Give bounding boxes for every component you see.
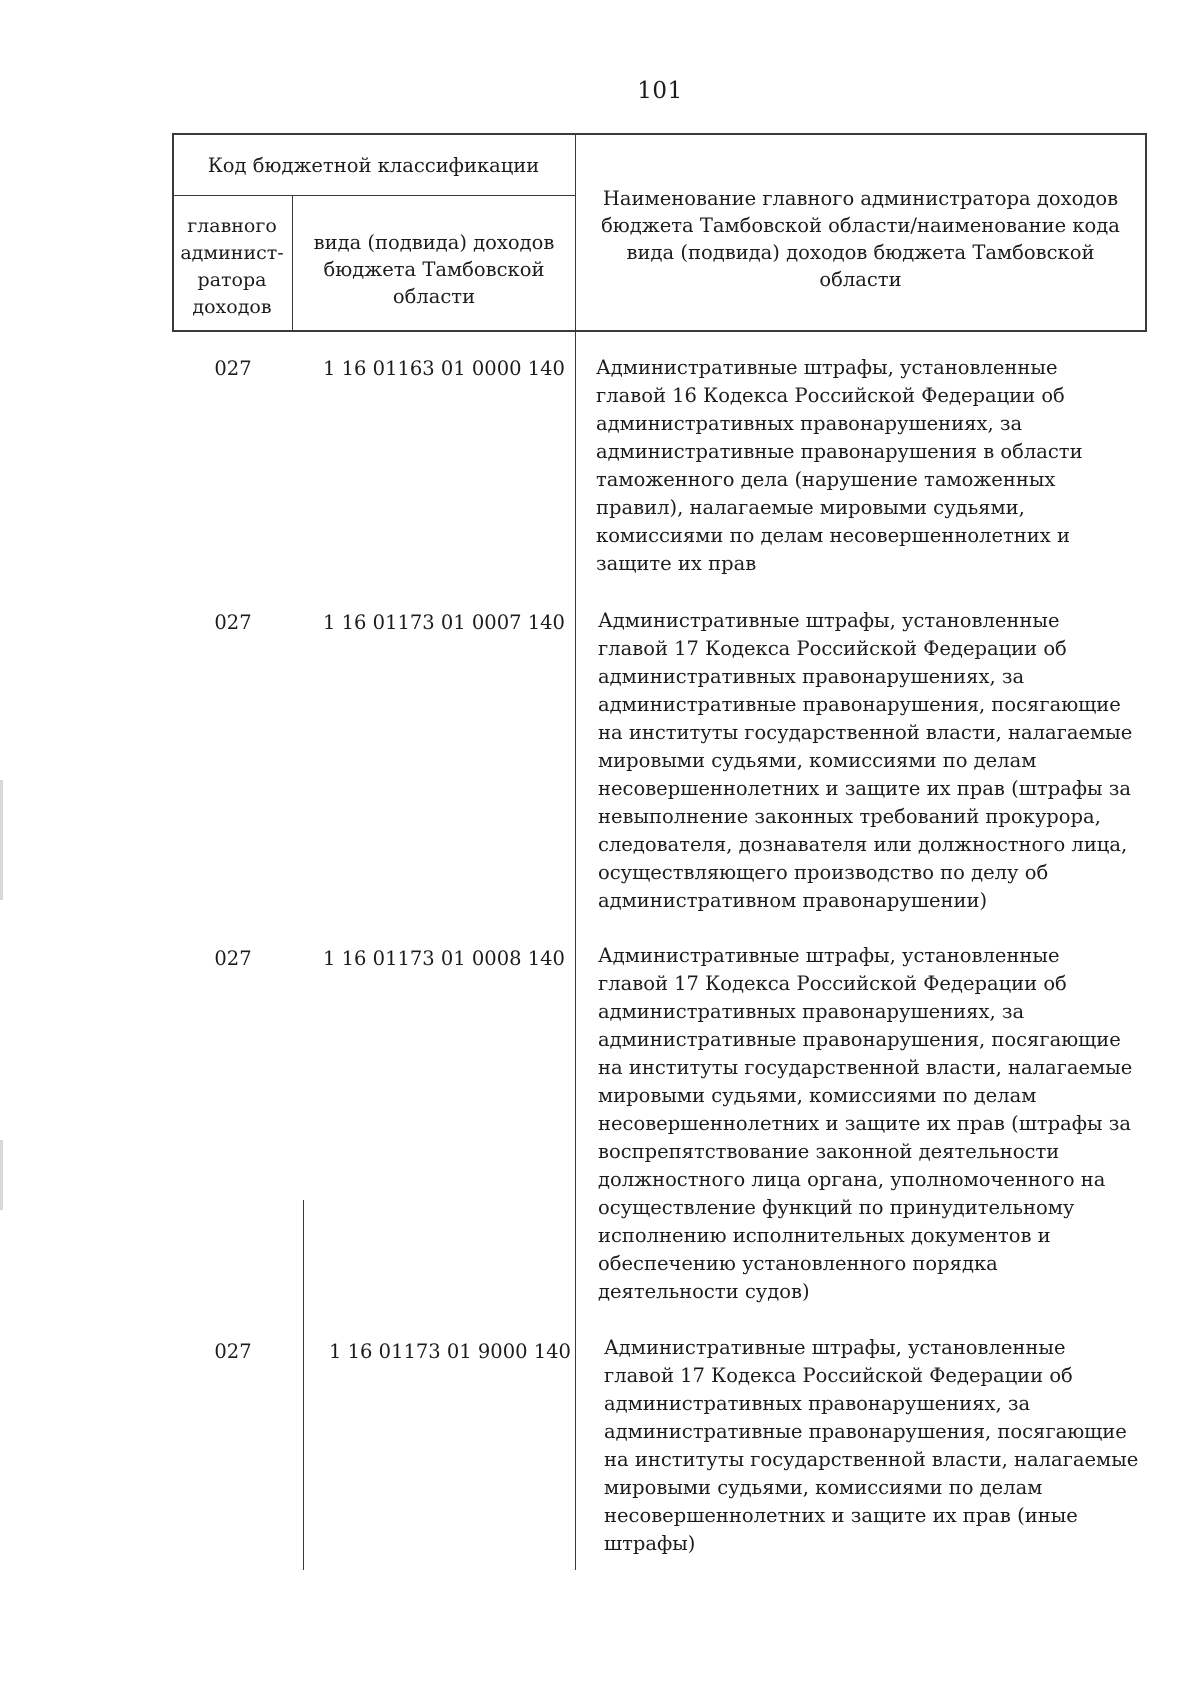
row-description-line: исполнению исполнительных документов и (598, 1224, 1051, 1247)
scan-edge-mark (0, 780, 3, 900)
header-col-admin-line: доходов (192, 296, 272, 318)
right-border (1145, 133, 1147, 332)
row-description (598, 607, 1138, 915)
row-description-line: административные правонарушения, посягающие (598, 1028, 1121, 1051)
row-admin-code: 027 (214, 1340, 252, 1363)
row-description-line: административных правонарушениях, за (604, 1392, 1031, 1415)
row-description-line: невыполнение законных требований прокурора, (598, 805, 1101, 828)
row-admin-code: 027 (214, 947, 252, 970)
row-description-line: главой 17 Кодекса Российской Федерации об (598, 637, 1067, 660)
row-description-line: несовершеннолетних и защите их прав (штрафы за (598, 1112, 1131, 1135)
row-description-line: Административные штрафы, установленные (598, 944, 1060, 967)
header-col-admin-line: админист- (180, 242, 284, 264)
row-description-line: главой 16 Кодекса Российской Федерации об (596, 384, 1065, 407)
row-description-line: мировыми судьями, комиссиями по делам (604, 1476, 1043, 1499)
header-col-name-line: бюджета Тамбовской области/наименование кода (601, 214, 1120, 237)
row-description (596, 354, 1136, 578)
row-description-line: Административные штрафы, установленные (604, 1336, 1066, 1359)
row-description-line: таможенного дела (нарушение таможенных (596, 468, 1056, 491)
row-admin-code: 027 (214, 611, 252, 634)
row-description-line: комиссиями по делам несовершеннолетних и (596, 524, 1070, 547)
row-description (598, 942, 1138, 1306)
row-description-line: главой 17 Кодекса Российской Федерации об (604, 1364, 1073, 1387)
row-description-line: защите их прав (596, 552, 757, 575)
row-description-line: административные правонарушения, посягающие (604, 1420, 1127, 1443)
table-top-border (172, 133, 1146, 135)
header-group-title: Код бюджетной классификации (207, 154, 540, 177)
header-col-code-line: бюджета Тамбовской (323, 258, 545, 281)
header-col-code-line: области (392, 285, 476, 308)
header-col-name-line: области (819, 268, 902, 291)
row-description-line: административные правонарушения, посягающие (598, 693, 1121, 716)
header-col-admin-line: ратора (197, 269, 267, 291)
row-description-line: административные правонарушения в области (596, 440, 1083, 463)
row-income-code: 1 16 01173 01 0008 140 (323, 947, 565, 970)
row-description-line: должностного лица органа, уполномоченного на (598, 1168, 1106, 1191)
admin-column-divider-body (303, 1200, 304, 1570)
header-col-admin-line: главного (187, 215, 277, 237)
row-description-line: несовершеннолетних и защите их прав (штрафы за (598, 777, 1131, 800)
header-bottom-border (172, 330, 1146, 332)
scan-edge-mark (0, 1140, 3, 1210)
page-number: 101 (637, 78, 683, 104)
row-admin-code: 027 (214, 357, 252, 380)
row-description-line: главой 17 Кодекса Российской Федерации об (598, 972, 1067, 995)
row-description-line: следователя, дознавателя или должностного лица, (598, 833, 1128, 856)
row-description-line: штрафы) (604, 1532, 696, 1555)
row-description-line: несовершеннолетних и защите их прав (иные (604, 1504, 1078, 1527)
row-description-line: административных правонарушениях, за (598, 665, 1025, 688)
row-description-line: Административные штрафы, установленные (596, 356, 1058, 379)
header-col-name-line: Наименование главного администратора доходов (602, 187, 1119, 210)
row-description-line: правил), налагаемые мировыми судьями, (596, 496, 1025, 519)
row-description-line: административном правонарушении) (598, 889, 988, 912)
row-description-line: обеспечению установленного порядка (598, 1252, 998, 1275)
header-col-code-line: вида (подвида) доходов (313, 231, 555, 254)
row-description-line: на институты государственной власти, налагаемые (598, 721, 1133, 744)
header-col-name (576, 185, 1145, 293)
row-description-line: административных правонарушениях, за (598, 1000, 1025, 1023)
group-header-divider (172, 195, 575, 196)
row-description-line: Административные штрафы, установленные (598, 609, 1060, 632)
header-col-admin (172, 213, 292, 321)
row-description-line: воспрепятствование законной деятельности (598, 1140, 1060, 1163)
row-description-line: осуществление функций по принудительному (598, 1196, 1075, 1219)
row-income-code: 1 16 01173 01 0007 140 (323, 611, 565, 634)
row-description-line: на институты государственной власти, налагаемые (598, 1056, 1133, 1079)
row-income-code: 1 16 01163 01 0000 140 (323, 357, 565, 380)
row-description-line: на институты государственной власти, налагаемые (604, 1448, 1139, 1471)
header-col-code (293, 229, 575, 310)
row-description (604, 1334, 1144, 1558)
row-description-line: мировыми судьями, комиссиями по делам (598, 749, 1037, 772)
row-income-code: 1 16 01173 01 9000 140 (329, 1340, 571, 1363)
row-description-line: административных правонарушениях, за (596, 412, 1023, 435)
header-col-name-line: вида (подвида) доходов бюджета Тамбовской (626, 241, 1095, 264)
row-description-line: мировыми судьями, комиссиями по делам (598, 1084, 1037, 1107)
row-description-line: деятельности судов) (598, 1280, 810, 1303)
row-description-line: осуществляющего производство по делу об (598, 861, 1049, 884)
